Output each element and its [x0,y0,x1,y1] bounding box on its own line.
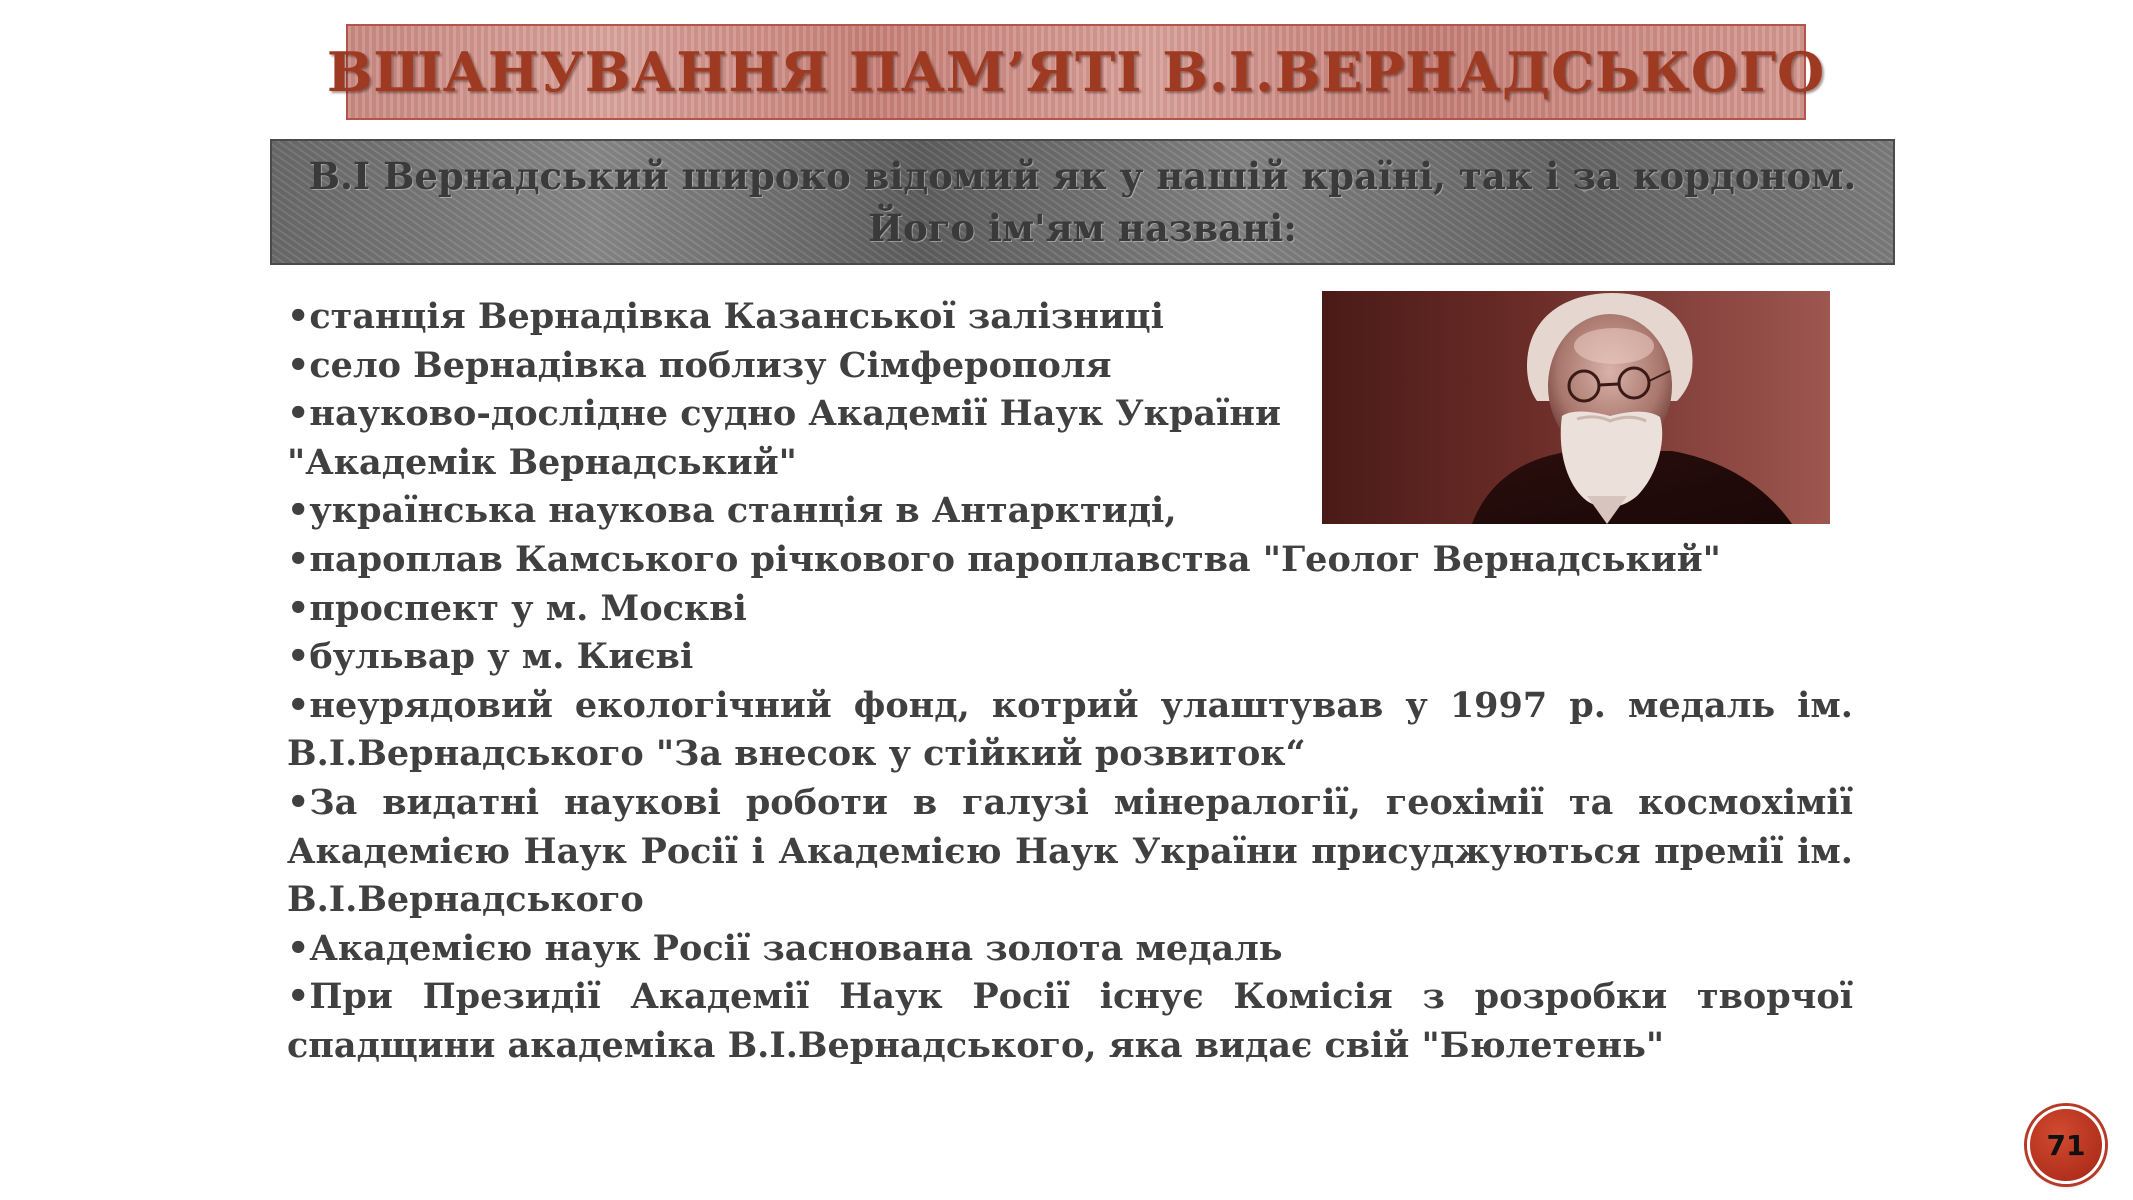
list-item: •Академією наук Росії заснована золота медаль [287,927,1283,969]
subtitle-box [270,139,1895,265]
list-item: •При Президії Академії Наук Росії існує Комісія з розробки творчої спадщини академіка В.І.Вернадського, яка видає свій "Бюлетень" [287,976,1853,1066]
list-item: •українська наукова станція в Антарктиді, [287,490,1177,532]
list-item: •станція Вернадівка Казанської залізниці [287,296,1164,337]
list-item: •неурядовий екологічний фонд, котрий улаштував у 1997 р. медаль ім. В.І.Вернадського "За внесок у стійкий розвиток“ [287,684,1853,775]
subtitle-line-1: В.І Вернадський широко відомий як у нашій країні, так і за кордоном. [308,154,1857,198]
list-item: •За видатні наукові роботи в галузі мінералогії, геохімії та космохімії Академією Наук Росії і Академією Наук України присуджуються премії ім. В.І.Вернадського [287,781,1853,921]
list-item: •бульвар у м. Києві [287,636,694,678]
list-item: •науково-дослідне судно Академії Наук України [287,393,1281,435]
title-banner [326,24,1826,120]
page-number: 71 [2046,1128,2086,1162]
list-item: •проспект у м. Москві [287,587,747,629]
subtitle-line-2: Його ім'ям названі: [868,206,1297,250]
page-title: ВШАНУВАННЯ ПАМ’ЯТІ В.І.ВЕРНАДСЬКОГО [326,40,1826,104]
page-number-badge [2027,1106,2105,1184]
list-item: •село Вернадівка поблизу Сімферополя [287,344,1112,386]
list-item: •пароплав Камського річкового пароплавства "Геолог Вернадський" [287,538,1721,580]
list-item: "Академік Вернадський" [287,441,797,483]
bullet-list [287,293,1853,1071]
